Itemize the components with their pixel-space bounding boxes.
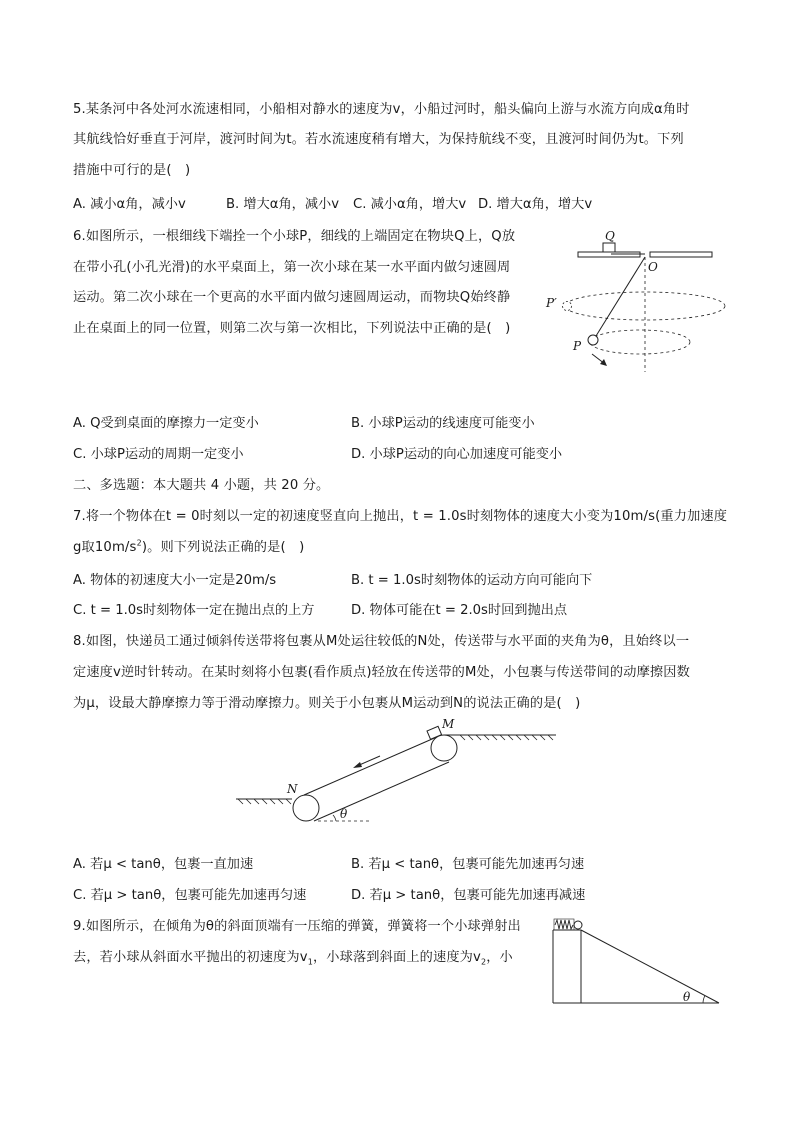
q7-option-c: C. t = 1.0s时刻物体一定在抛出点的上方: [73, 603, 315, 618]
q7-option-b: B. t = 1.0s时刻物体的运动方向可能向下: [351, 573, 593, 588]
q8-line-1: 8.如图，快递员工通过倾斜传送带将包裹从M处运往较低的N处，传送带与水平面的夹角为θ，且始终以一: [73, 634, 690, 649]
block-q: [603, 243, 615, 252]
spring: [555, 920, 573, 929]
label-p-prime: P′: [546, 296, 557, 310]
label-n: N: [287, 782, 298, 796]
motion-arrow-head: [600, 359, 607, 366]
q7-option-a: A. 物体的初速度大小一定是20m/s: [73, 573, 277, 588]
label-m: M: [442, 717, 455, 731]
q6-line-1: 6.如图所示，一根细线下端拴一个小球P，细线的上端固定在物块Q上，Q放: [73, 229, 516, 244]
q5-option-c: C. 减小α角，增大v: [353, 197, 467, 212]
q8-option-c: C. 若μ > tanθ，包裹可能先加速再匀速: [73, 888, 307, 903]
q5-line-2: 其航线恰好垂直于河岸，渡河时间为t。若水流速度稍有增大，为保持航线不变，且渡河时间仍为t。下列: [73, 132, 684, 147]
q6-option-b: B. 小球P运动的线速度可能变小: [351, 416, 535, 431]
angle-arc: [333, 815, 336, 821]
q5-line-3: 措施中可行的是( ): [73, 163, 191, 178]
thread: [596, 257, 645, 336]
ball: [574, 921, 582, 929]
q5-option-a: A. 减小α角，减小v: [73, 197, 186, 212]
q6-line-3: 运动。第二次小球在一个更高的水平面内做匀速圆周运动，而物块Q始终静: [73, 290, 511, 305]
roller-n: [293, 795, 319, 821]
q8-option-b: B. 若μ < tanθ，包裹可能先加速再匀速: [351, 857, 585, 872]
q5-option-b: B. 增大α角，减小v: [226, 197, 340, 212]
q8-option-d: D. 若μ > tanθ，包裹可能先加速再减速: [351, 888, 586, 903]
roller-m: [431, 735, 457, 761]
q8-figure: [230, 715, 570, 825]
q9-line-2: 去，若小球从斜面水平抛出的初速度为$v_1$，小球落到斜面上的速度为$v_2$，小: [73, 950, 513, 967]
slope: [581, 930, 719, 1003]
q8-line-2: 定速度v逆时针转动。在某时刻将小包裹(看作质点)轻放在传送带的M处，小包裹与传送带间的动摩擦因数: [73, 665, 690, 680]
q6-line-2: 在带小孔(小孔光滑)的水平桌面上，第一次小球在某一水平面内做匀速圆周: [73, 260, 511, 275]
lower-ground-hatch: [238, 799, 291, 804]
label-p: P: [573, 339, 582, 353]
belt-bottom: [314, 762, 449, 821]
q5-line-1: 5.某条河中各处河水流速相同，小船相对静水的速度为v，小船过河时，船头偏向上游与水流方向成α角时: [73, 102, 690, 117]
q8-line-3: 为μ，设最大静摩擦力等于滑动摩擦力。则关于小包裹从M运动到N的说法正确的是( ): [73, 696, 581, 711]
label-theta: θ: [340, 807, 348, 821]
lower-orbit: [590, 330, 690, 354]
ball-p: [588, 335, 598, 345]
q6-figure: [540, 225, 720, 375]
ball-p-prime: [563, 302, 572, 311]
q8-option-a: A. 若μ < tanθ，包裹一直加速: [73, 857, 254, 872]
q7-line-1: 7.将一个物体在t = 0时刻以一定的初速度竖直向上抛出，t = 1.0s时刻物体的速度大小变为10m/s(重力加速度: [73, 509, 728, 524]
angle-arc: [703, 996, 705, 1003]
q9-line-1: 9.如图所示，在倾角为θ的斜面顶端有一压缩的弹簧，弹簧将一个小球弹射出: [73, 919, 521, 934]
q6-line-4: 止在桌面上的同一位置，则第二次与第一次相比，下列说法中正确的是( ): [73, 321, 511, 336]
label-theta: θ: [683, 990, 691, 1004]
q6-option-a: A. Q受到桌面的摩擦力一定变小: [73, 416, 259, 431]
table-right: [650, 252, 712, 257]
belt-top: [304, 736, 439, 795]
q7-option-d: D. 物体可能在t = 2.0s时回到抛出点: [351, 603, 568, 618]
q7-line-2: g取$10m/s^2$)。则下列说法正确的是( ): [73, 538, 305, 555]
q5-option-d: D. 增大α角，增大v: [478, 197, 593, 212]
upper-ground-hatch: [460, 735, 553, 740]
section-heading: 二、多选题：本大题共 4 小题，共 20 分。: [73, 478, 330, 493]
q6-option-d: D. 小球P运动的向心加速度可能变小: [351, 447, 563, 462]
q9-figure: [548, 915, 723, 1010]
label-q: Q: [605, 229, 615, 243]
q6-option-c: C. 小球P运动的周期一定变小: [73, 447, 244, 462]
belt-direction-arrowhead: [353, 762, 362, 768]
label-o: O: [648, 260, 658, 274]
